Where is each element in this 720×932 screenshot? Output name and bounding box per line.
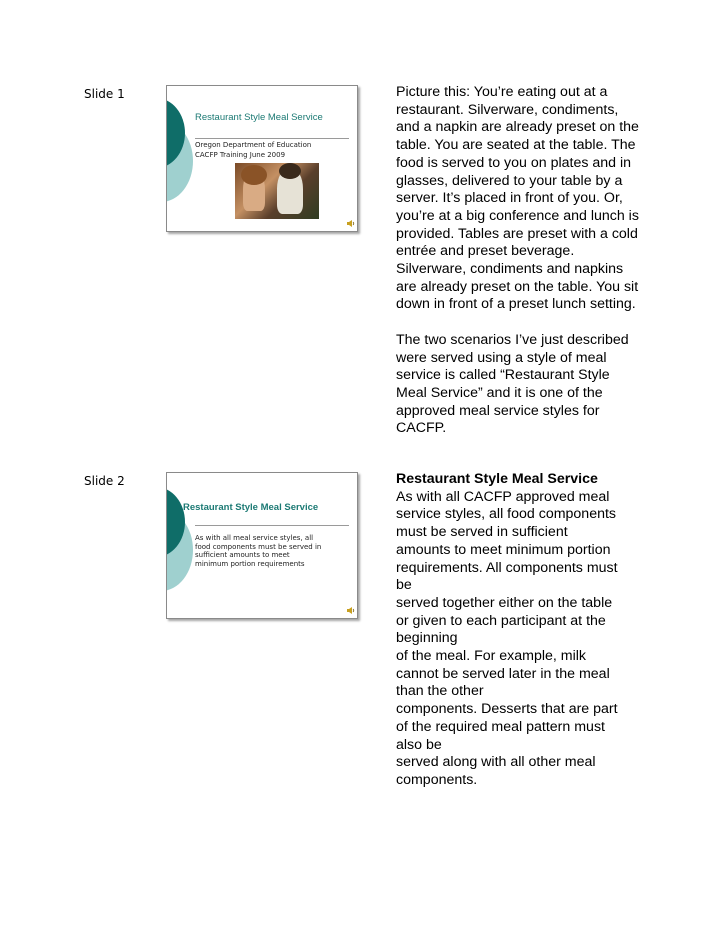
subtitle-line: CACFP Training June 2009: [195, 150, 286, 159]
speaker-icon[interactable]: [347, 220, 355, 227]
divider: [195, 138, 349, 139]
person-hair: [279, 163, 301, 179]
notes-line: components. Desserts that are part: [396, 701, 618, 718]
notes-line: components.: [396, 771, 478, 788]
slide-2-thumbnail[interactable]: [166, 472, 358, 619]
slide-2-label: Slide 2: [84, 474, 125, 488]
notes-line: also be: [396, 736, 442, 753]
subtitle-line: minimum portion requirements: [195, 559, 305, 568]
slide-1-thumb-subtitle: [195, 141, 311, 160]
subtitle-line: sufficient amounts to meet: [195, 551, 290, 560]
slide-2-thumb-subtitle: [195, 534, 321, 568]
notes-line: service styles, all food components: [396, 506, 617, 523]
slide-1-notes: [396, 84, 642, 438]
notes-line: served together either on the table: [396, 594, 613, 611]
notes-line: or given to each participant at the: [396, 612, 606, 629]
subtitle-line: Oregon Department of Education: [195, 141, 312, 149]
notes-line: beginning: [396, 630, 458, 647]
notes-paragraph: The two scenarios I’ve just described were served using a style of meal service is called “Restaurant Style Meal Service” and it is one of the approved meal service styles for CACFP.: [396, 331, 629, 437]
notes-line: cannot be served later in the meal: [396, 665, 610, 682]
notes-line: requirements. All components must: [396, 559, 618, 576]
notes-line: served along with all other meal: [396, 754, 596, 771]
notes-paragraph: Picture this: You’re eating out at a restaurant. Silverware, condiments, and a napkin are already preset on the table. You are seated at the table. The food is served to you on plates and in glasses, delivered to your table by a server. It’s placed in front of you. Or, you’re at a big conference and lunch is provided. Tables are preset with a cold entrée and preset beverage. Silverware, condiments and napkins are already preset on the table. You sit down in front of a preset lunch setting.: [396, 84, 639, 313]
notes-heading: Restaurant Style Meal Service: [396, 471, 598, 487]
person-hair: [241, 165, 267, 185]
notes-line: As with all CACFP approved meal: [396, 488, 610, 505]
notes-line: amounts to meet minimum portion: [396, 541, 611, 558]
two-people-dining-photo: [235, 163, 319, 219]
slide-2-thumb-title: Restaurant Style Meal Service: [183, 502, 319, 513]
notes-line: must be served in sufficient: [396, 524, 568, 541]
notes-line: than the other: [396, 683, 484, 700]
notes-line: be: [396, 577, 412, 594]
slide-1-label: Slide 1: [84, 87, 125, 101]
notes-line: of the meal. For example, milk: [396, 648, 587, 665]
slide-2-notes: [396, 471, 642, 790]
divider: [195, 525, 349, 526]
subtitle-line: As with all meal service styles, all: [195, 534, 314, 542]
notes-line: of the required meal pattern must: [396, 718, 605, 735]
speaker-icon[interactable]: [347, 607, 355, 614]
slide-1-thumb-title: Restaurant Style Meal Service: [195, 112, 323, 123]
subtitle-line: food components must be served in: [195, 542, 322, 551]
slide-1-thumbnail[interactable]: [166, 85, 358, 232]
